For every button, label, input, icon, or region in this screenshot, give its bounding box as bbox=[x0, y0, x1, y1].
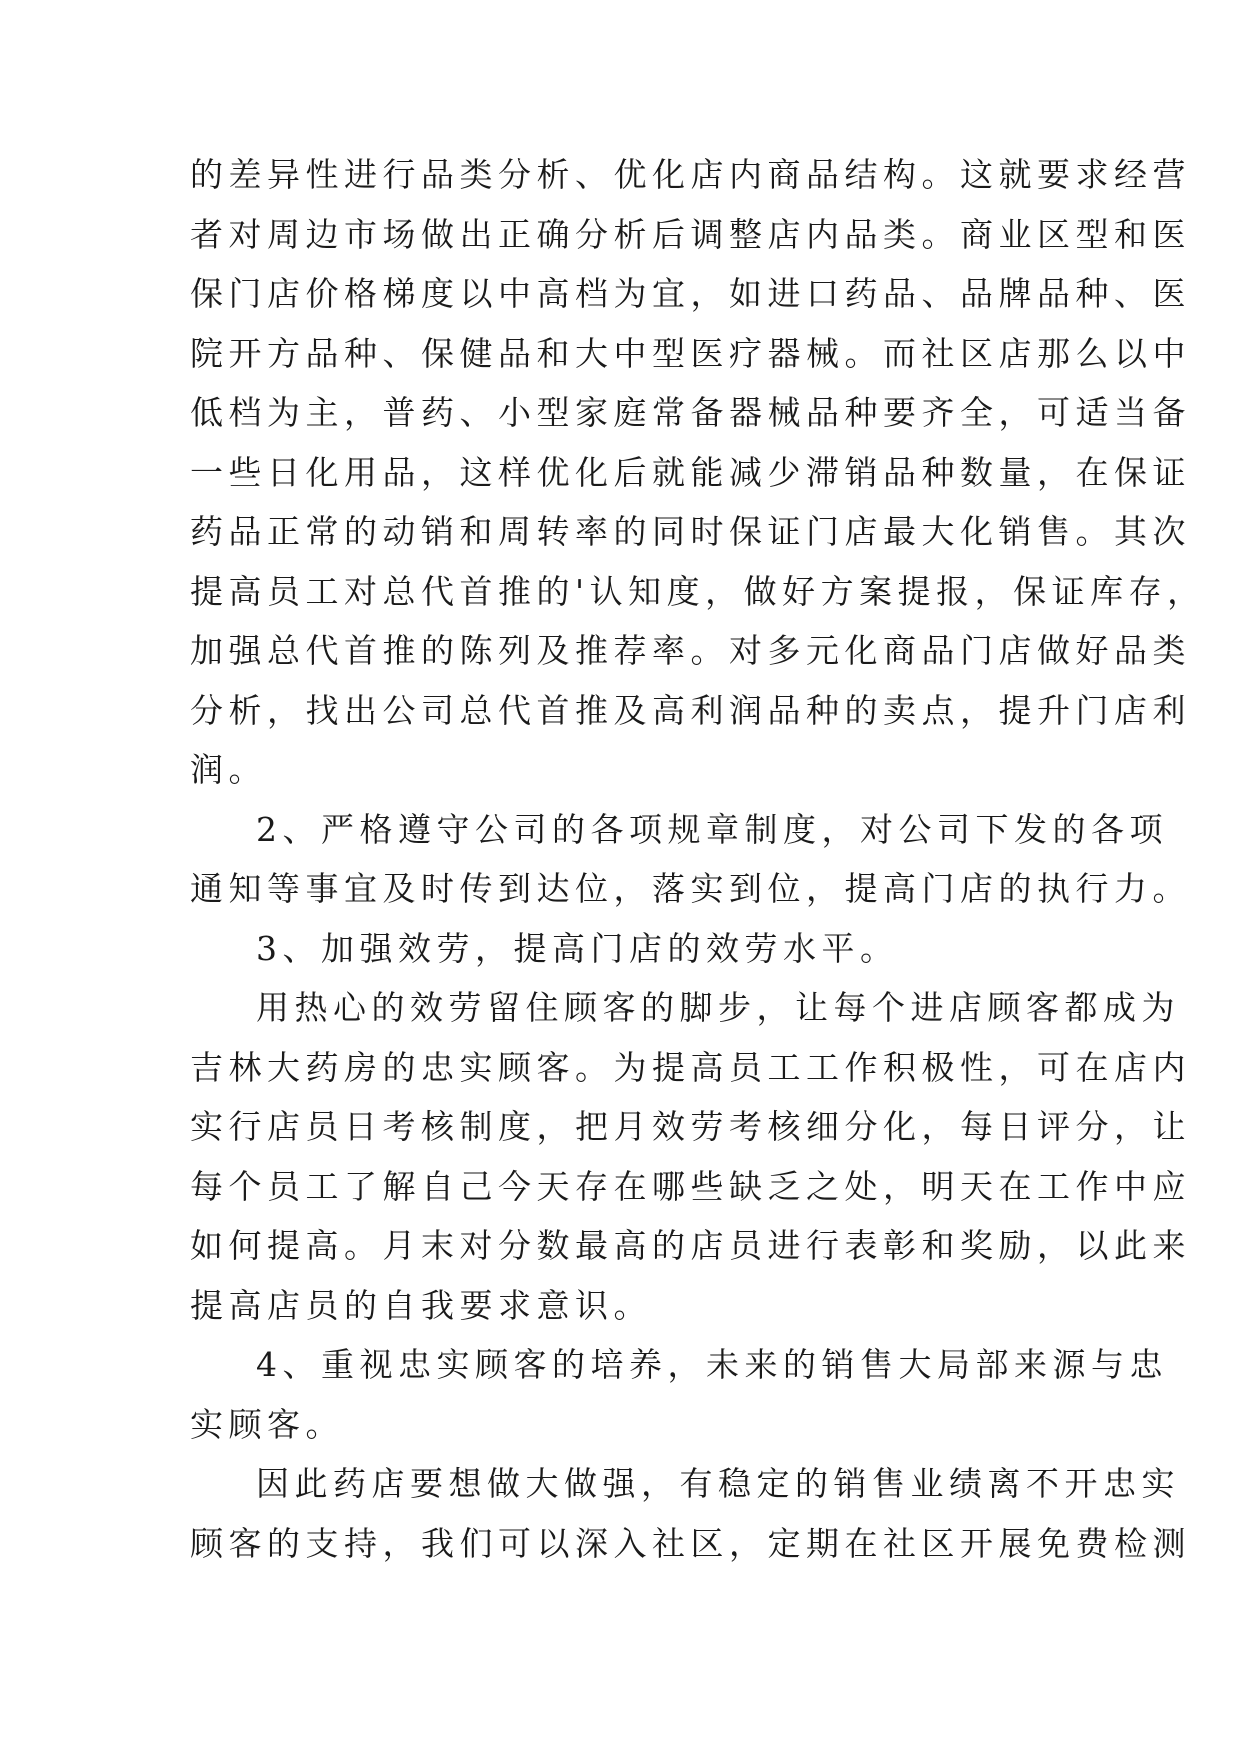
text-line: 的差异性进行品类分析、优化店内商品结构。这就要求经营 bbox=[190, 155, 1191, 194]
numbered-item-3: 3、加强效劳，提高门店的效劳水平。 bbox=[256, 928, 899, 968]
text-line: 顾客的支持，我们可以深入社区，定期在社区开展免费检测 bbox=[190, 1523, 1191, 1563]
text-line: 一些日化用品，这样优化后就能减少滞销品种数量，在保证 bbox=[190, 452, 1191, 492]
text-line: 低档为主，普药、小型家庭常备器械品种要齐全，可适当备 bbox=[190, 393, 1191, 432]
text-line: 院开方品种、保健品和大中型医疗器械。而社区店那么以中 bbox=[190, 333, 1191, 373]
text-line: 药品正常的动销和周转率的同时保证门店最大化销售。其次 bbox=[190, 512, 1191, 551]
text-line: 提高员工对总代首推的'认知度，做好方案提报，保证库存， bbox=[190, 571, 1206, 611]
text-line: 每个员工了解自己今天存在哪些缺乏之处，明天在工作中应 bbox=[190, 1166, 1191, 1206]
text-line: 提高店员的自我要求意识。 bbox=[190, 1285, 652, 1325]
paragraph-start: 因此药店要想做大做强，有稳定的销售业绩离不开忠实 bbox=[256, 1464, 1180, 1503]
text-line: 加强总代首推的陈列及推荐率。对多元化商品门店做好品类 bbox=[190, 631, 1191, 670]
text-line: 如何提高。月末对分数最高的店员进行表彰和奖励，以此来 bbox=[190, 1226, 1191, 1265]
text-line: 吉林大药房的忠实顾客。为提高员工工作积极性，可在店内 bbox=[190, 1047, 1191, 1087]
paragraph-start: 用热心的效劳留住顾客的脚步，让每个进店顾客都成为 bbox=[256, 988, 1180, 1027]
text-line: 润。 bbox=[190, 750, 267, 789]
numbered-item-4: 4、重视忠实顾客的培养，未来的销售大局部来源与忠 bbox=[256, 1345, 1168, 1384]
text-line: 保门店价格梯度以中高档为宜，如进口药品、品牌品种、医 bbox=[190, 274, 1191, 313]
text-line: 分析，找出公司总代首推及高利润品种的卖点，提升门店利 bbox=[190, 690, 1191, 730]
text-line: 者对周边市场做出正确分析后调整店内品类。商业区型和医 bbox=[190, 214, 1191, 254]
text-line: 实顾客。 bbox=[190, 1404, 344, 1444]
text-line: 通知等事宜及时传到达位，落实到位，提高门店的执行力。 bbox=[190, 869, 1191, 908]
document-body bbox=[190, 145, 1206, 1573]
text-line: 实行店员日考核制度，把月效劳考核细分化，每日评分，让 bbox=[190, 1107, 1191, 1146]
numbered-item-2: 2、严格遵守公司的各项规章制度，对公司下发的各项 bbox=[256, 809, 1168, 849]
